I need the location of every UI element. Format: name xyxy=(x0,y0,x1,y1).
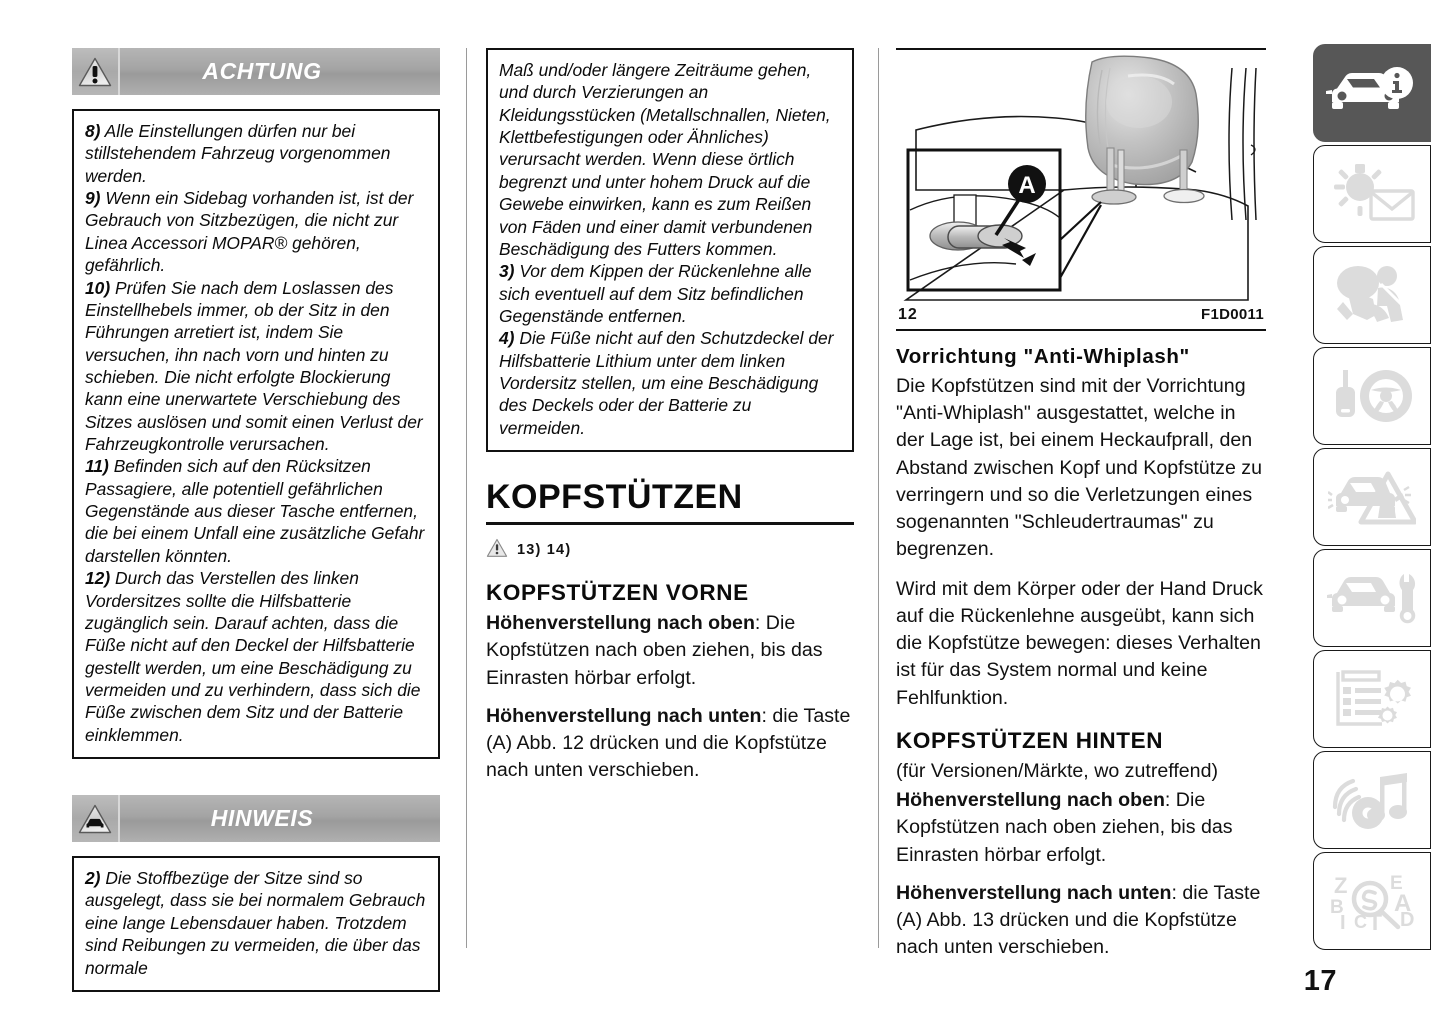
note-number: 4) xyxy=(499,328,515,349)
note-number: 3) xyxy=(499,261,515,282)
reference-line xyxy=(486,538,854,562)
hinweis-banner xyxy=(72,795,440,842)
paragraph-lead: Höhenverstellung nach unten xyxy=(486,704,762,727)
paragraph-rest: : die Taste (A) Abb. 13 drücken und die Kopfstütze nach unten verschieben. xyxy=(896,881,1261,959)
continued-note-box xyxy=(486,48,854,452)
alphabetical-index-icon xyxy=(1328,871,1416,931)
paragraph-height-down xyxy=(486,703,854,785)
note-text: Wenn ein Sidebag vorhanden ist, ist der Gebrauch von Sitzbezügen, die nicht zur Linea Accessori MOPAR® gehören, gefährlich. xyxy=(85,188,414,276)
section-title-kopfstuetzen-vorne: KOPFSTÜTZEN VORNE xyxy=(486,580,749,606)
column-one xyxy=(72,48,440,1010)
list-gears-icon xyxy=(1330,668,1414,730)
svg-text:E: E xyxy=(1390,873,1403,894)
svg-text:T: T xyxy=(1368,909,1383,931)
section-tab-rail xyxy=(1313,44,1431,953)
paragraph-rear-height-up xyxy=(896,787,1266,869)
note-number: 11) xyxy=(85,456,109,477)
hinweis-note-box xyxy=(72,856,440,992)
figure-number: 12 xyxy=(898,306,918,323)
svg-text:A: A xyxy=(1018,172,1036,199)
applicability-note: (für Versionen/Märkte, wo zutreffend) xyxy=(896,759,1218,782)
note-text: Befinden sich auf den Rücksitzen Passagiere, alle potentiell gefährlichen Gegenstände aus dieser Tasche entfernen, die bei einem Unfall eine zusätzliche Gefahr darstellen könnten. xyxy=(85,456,425,566)
paragraph-lead: Höhenverstellung nach oben xyxy=(896,789,1165,812)
svg-text:D: D xyxy=(1400,909,1415,931)
paragraph-lead: Höhenverstellung nach unten xyxy=(896,881,1172,904)
svg-text:Z: Z xyxy=(1334,873,1348,898)
tab-starting-driving[interactable] xyxy=(1313,347,1431,445)
hinweis-banner-title: HINWEIS xyxy=(210,805,314,832)
column-divider-1 xyxy=(466,48,467,948)
paragraph-anti-whiplash-1: Die Kopfstützen sind mit der Vorrichtung "Anti-Whiplash" ausgestattet, welche in der Lage ist, bei einem Heckaufprall, den Abstand zwischen Kopf und Kopfstütze zu verringern und so die Verletzungen eines sogenannten "Schleudertraumas" zu begrenzen. xyxy=(896,375,1262,561)
svg-text:B: B xyxy=(1330,897,1344,918)
note-number: 8) xyxy=(85,121,101,141)
note-item xyxy=(499,260,841,327)
note-number: 9) xyxy=(85,188,101,209)
note-number: 10) xyxy=(85,277,111,298)
note-item xyxy=(499,327,841,439)
page-number: 17 xyxy=(1303,965,1337,997)
headrest-adjustment-diagram xyxy=(896,50,1266,302)
subsection-title-anti-whiplash: Vorrichtung "Anti-Whiplash" xyxy=(896,345,1190,368)
paragraph-rest: : Die Kopfstützen nach oben ziehen, bis das Einrasten hörbar erfolgt. xyxy=(896,789,1233,866)
column-three xyxy=(896,48,1266,973)
chapter-title: KOPFSTÜTZEN xyxy=(486,478,854,525)
tab-maintenance[interactable] xyxy=(1313,549,1431,647)
note-item xyxy=(85,455,427,567)
svg-text:A: A xyxy=(1394,890,1412,917)
column-two xyxy=(486,48,854,797)
column-divider-2 xyxy=(878,48,879,948)
note-number: 12) xyxy=(85,568,111,589)
sun-envelope-icon xyxy=(1326,162,1418,226)
figure-caption xyxy=(896,302,1266,329)
tab-car-info[interactable] xyxy=(1313,44,1431,142)
note-item xyxy=(85,567,427,746)
note-text: Die Stoffbezüge der Sitze sind so ausgelegt, dass sie bei normalem Gebrauch eine lange Lebensdauer haben. Trotzdem sind Reibungen zu vermeiden, die über das normale xyxy=(85,868,426,978)
paragraph-height-up xyxy=(486,610,854,692)
note-text: Die Füße nicht auf den Schutzdeckel der Hilfsbatterie Lithium unter dem linken Vordersitz stellen, um eine Beschädigung des Deckels oder der Batterie zu vermeiden. xyxy=(499,328,834,438)
note-item xyxy=(85,187,427,276)
paragraph-rest: : die Taste (A) Abb. 12 drücken und die Kopfstütze nach unten verschieben. xyxy=(486,704,851,782)
reference-numbers: 13) 14) xyxy=(517,542,572,559)
note-item xyxy=(85,867,427,979)
achtung-note-box xyxy=(72,109,440,759)
warning-triangle-icon xyxy=(72,48,120,95)
note-item xyxy=(499,59,841,260)
paragraph-anti-whiplash-2: Wird mit dem Körper oder der Hand Druck auf die Rückenlehne ausgeübt, kann sich die Kopfstütze bewegen: dieses Verhalten ist für das System normal und keine Fehlfunktion. xyxy=(896,577,1263,709)
tab-safety[interactable] xyxy=(1313,246,1431,344)
section-title-kopfstuetzen-hinten: KOPFSTÜTZEN HINTEN xyxy=(896,727,1164,753)
note-text: Alle Einstellungen dürfen nur bei stillstehendem Fahrzeug vorgenommen werden. xyxy=(85,121,391,186)
key-steering-wheel-icon xyxy=(1328,368,1416,424)
achtung-banner xyxy=(72,48,440,95)
tab-dashboard-controls[interactable] xyxy=(1313,145,1431,243)
note-text: Prüfen Sie nach dem Loslassen des Einstellhebels immer, ob der Sitz in den Führungen arretiert ist, indem Sie versuchen, ihn nach vorn und hinten zu schieben. Die nicht erfolgte Blockierung kann eine unerwartete Verschiebung des Sitzes auslösen und somit einen Verlust der Fahrzeugkontrolle verursachen. xyxy=(85,277,423,455)
paragraph-lead: Höhenverstellung nach oben xyxy=(486,612,755,635)
paragraph-rear-height-down xyxy=(896,880,1266,962)
note-text: Durch das Verstellen des linken Vordersitzes sollte die Hilfsbatterie zugänglich sein. Darauf achten, dass die Füße nicht auf den Deckel der Hilfsbatterie gestellt werden, um eine Beschädigung zu vermeiden und zu verhindern, dass sich die Füße zwischen dem Sitz und der Batterie einklemmen. xyxy=(85,568,421,745)
paragraph-rest: : Die Kopfstützen nach oben ziehen, bis das Einrasten hörbar erfolgt. xyxy=(486,612,823,689)
note-item xyxy=(85,277,427,456)
airbag-safety-icon xyxy=(1331,262,1413,328)
car-wrench-icon xyxy=(1327,572,1417,624)
car-triangle-icon xyxy=(72,795,120,842)
note-number: 2) xyxy=(85,868,101,889)
svg-text:I: I xyxy=(1340,912,1346,931)
car-info-icon xyxy=(1326,66,1418,120)
radio-music-icon xyxy=(1329,771,1415,829)
achtung-banner-title: ACHTUNG xyxy=(202,58,322,84)
tab-emergency[interactable] xyxy=(1313,448,1431,546)
car-warning-triangle-icon xyxy=(1328,468,1416,526)
svg-text:C: C xyxy=(1354,912,1367,931)
tab-multimedia[interactable] xyxy=(1313,751,1431,849)
note-item xyxy=(85,120,427,187)
note-text: Vor dem Kippen der Rückenlehne alle sich eventuell auf dem Sitz befindlichen Gegenstände entfernen. xyxy=(499,261,812,326)
tab-alphabetical-index[interactable] xyxy=(1313,852,1431,950)
figure-headrest xyxy=(896,48,1266,331)
note-text: Maß und/oder längere Zeiträume gehen, und durch Verzierungen an Kleidungsstücken (Metallschnallen, Nieten, Klettbefestigungen oder Ähnliches) verursacht werden. Wenn diese örtlich begrenzt und unter hohem Druck auf die Gewebe einwirken, kann es zum Reißen von Fäden und einer damit verbundenen Beschädigung des Futters kommen. xyxy=(499,60,831,259)
figure-code: F1D0011 xyxy=(1201,306,1264,323)
warning-triangle-small-icon xyxy=(486,538,508,562)
tab-technical-specifications[interactable] xyxy=(1313,650,1431,748)
